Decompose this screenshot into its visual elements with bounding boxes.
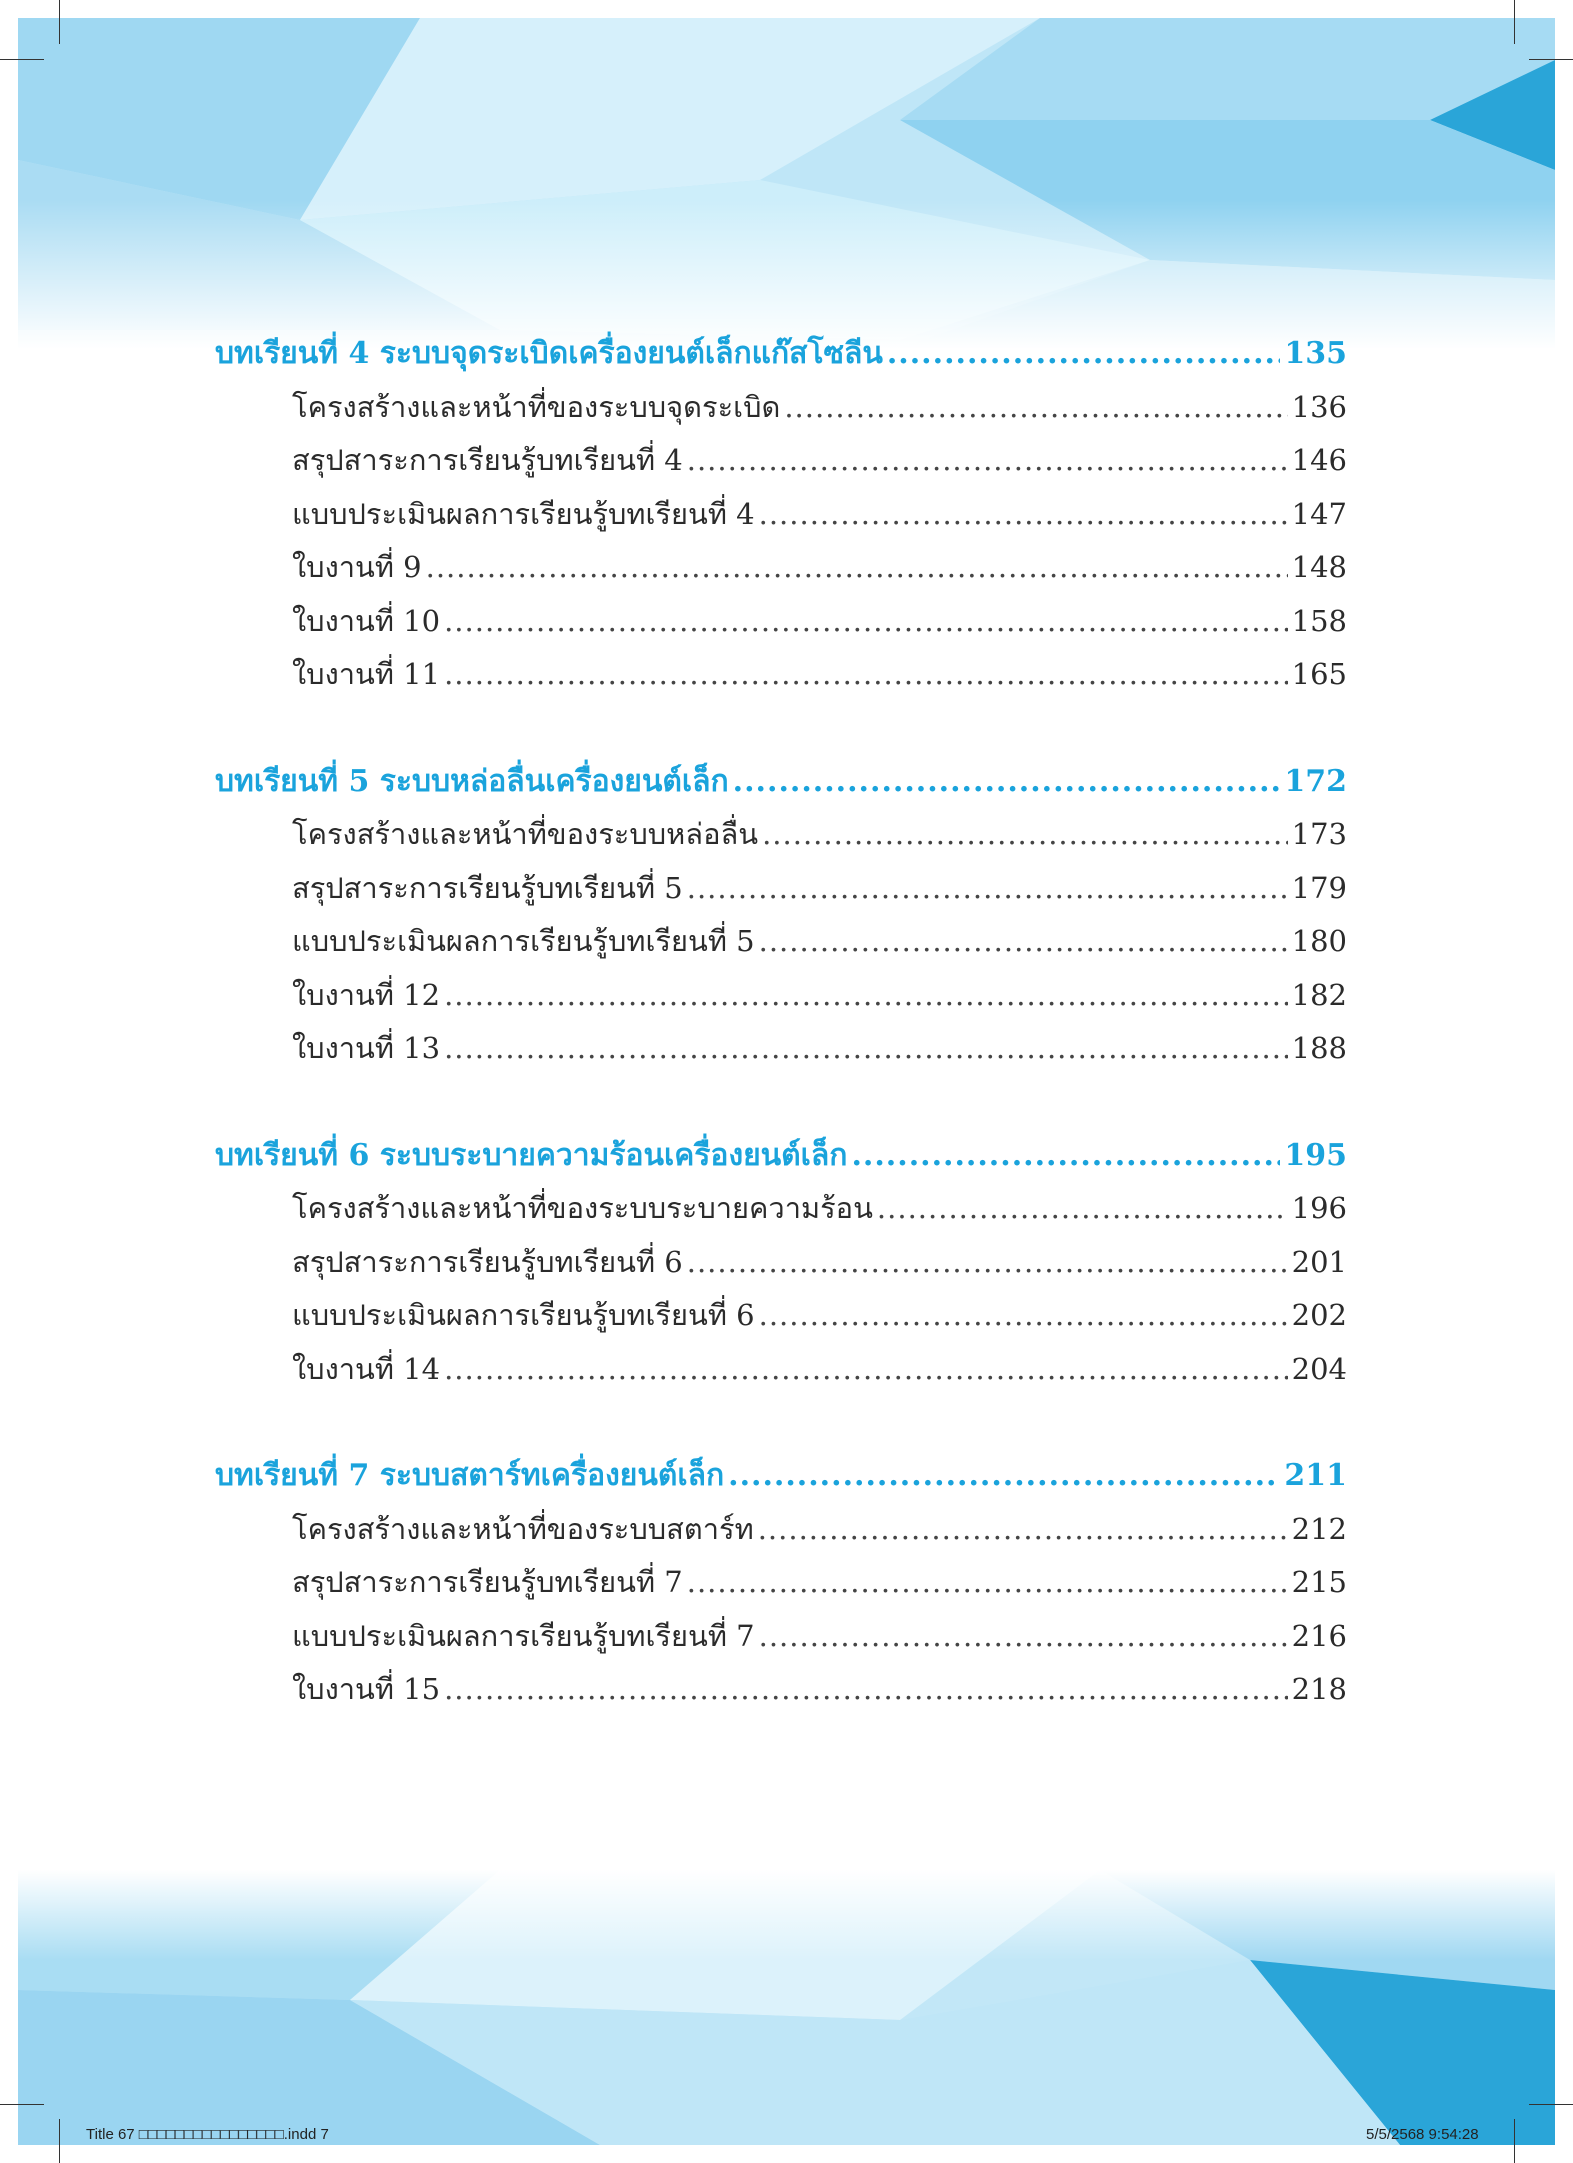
dot-leader bbox=[444, 1352, 1288, 1386]
dot-leader bbox=[758, 1512, 1288, 1546]
chapter-heading[interactable] bbox=[215, 330, 1347, 384]
entry-title: สรุปสาระการเรียนรู้บทเรียนที่ 5 bbox=[292, 870, 683, 905]
chapter-title: บทเรียนที่ 4 ระบบจุดระเบิดเครื่องยนต์เล็กแก๊สโซลีน bbox=[215, 336, 883, 371]
page-number: 182 bbox=[1291, 977, 1347, 1012]
entry-title: โครงสร้างและหน้าที่ของระบบจุดระเบิด bbox=[292, 389, 781, 424]
crop-mark bbox=[59, 2119, 60, 2163]
dot-leader bbox=[687, 1245, 1288, 1279]
page-number: 136 bbox=[1291, 389, 1347, 424]
dot-leader bbox=[759, 1619, 1288, 1653]
page-number: 158 bbox=[1291, 603, 1347, 638]
toc-section bbox=[215, 758, 1347, 1079]
entry-title: สรุปสาระการเรียนรู้บทเรียนที่ 4 bbox=[292, 443, 683, 477]
entry-title: ใบงานที่ 14 bbox=[292, 1351, 441, 1386]
dot-leader bbox=[687, 443, 1288, 477]
dot-leader bbox=[733, 764, 1281, 799]
chapter-title: บทเรียนที่ 7 ระบบสตาร์ทเครื่องยนต์เล็ก bbox=[215, 1458, 725, 1493]
page-number: 195 bbox=[1284, 1137, 1347, 1173]
chapter-heading[interactable] bbox=[215, 1132, 1347, 1186]
dot-leader bbox=[687, 871, 1288, 905]
entry-title: สรุปสาระการเรียนรู้บทเรียนที่ 6 bbox=[292, 1244, 683, 1279]
toc-entry[interactable] bbox=[215, 972, 1347, 1026]
dot-leader bbox=[444, 1672, 1288, 1706]
toc-entry[interactable] bbox=[215, 384, 1347, 438]
dot-leader bbox=[444, 978, 1288, 1012]
page-number: 172 bbox=[1284, 763, 1347, 799]
crop-mark bbox=[0, 59, 44, 60]
page-number: 147 bbox=[1291, 496, 1347, 531]
toc-entry[interactable] bbox=[215, 1666, 1347, 1720]
entry-title: โครงสร้างและหน้าที่ของระบบหล่อลื่น bbox=[292, 817, 759, 851]
toc-entry[interactable] bbox=[215, 598, 1347, 652]
entry-title: โครงสร้างและหน้าที่ของระบบสตาร์ท bbox=[292, 1511, 754, 1546]
toc-entry[interactable] bbox=[215, 1292, 1347, 1346]
dot-leader bbox=[887, 336, 1281, 371]
toc-entry[interactable] bbox=[215, 1346, 1347, 1400]
toc-entry[interactable] bbox=[215, 491, 1347, 545]
page-number: 202 bbox=[1291, 1298, 1347, 1332]
page-number: 146 bbox=[1291, 443, 1347, 477]
page-number: 218 bbox=[1291, 1672, 1347, 1706]
page-number: 196 bbox=[1291, 1191, 1347, 1225]
toc-section bbox=[215, 330, 1347, 705]
page-number: 180 bbox=[1291, 924, 1347, 958]
slug-file: Title 67 □□□□□□□□□□□□□□□□.indd 7 bbox=[86, 2126, 329, 2143]
entry-title: ใบงานที่ 12 bbox=[292, 977, 441, 1012]
toc-entry[interactable] bbox=[215, 437, 1347, 491]
toc-entry[interactable] bbox=[215, 651, 1347, 705]
toc-entry[interactable] bbox=[215, 1506, 1347, 1560]
toc-entry[interactable] bbox=[215, 1559, 1347, 1613]
toc-entry[interactable] bbox=[215, 1185, 1347, 1239]
table-of-contents bbox=[215, 330, 1347, 1773]
entry-title: ใบงานที่ 13 bbox=[292, 1031, 441, 1065]
page-number: 216 bbox=[1291, 1618, 1347, 1653]
toc-entry[interactable] bbox=[215, 544, 1347, 598]
page-number: 165 bbox=[1291, 657, 1347, 691]
page-number: 179 bbox=[1291, 870, 1347, 905]
chapter-heading[interactable] bbox=[215, 1452, 1347, 1506]
dot-leader bbox=[784, 390, 1287, 424]
page-number: 215 bbox=[1291, 1565, 1347, 1599]
toc-entry[interactable] bbox=[215, 918, 1347, 972]
crop-mark bbox=[0, 2104, 44, 2105]
dot-leader bbox=[762, 817, 1288, 851]
dot-leader bbox=[759, 497, 1288, 531]
entry-title: สรุปสาระการเรียนรู้บทเรียนที่ 7 bbox=[292, 1565, 683, 1599]
dot-leader bbox=[444, 604, 1288, 638]
dot-leader bbox=[426, 550, 1288, 584]
crop-mark bbox=[1529, 59, 1573, 60]
page-number: 211 bbox=[1284, 1458, 1347, 1493]
entry-title: แบบประเมินผลการเรียนรู้บทเรียนที่ 6 bbox=[292, 1298, 755, 1332]
entry-title: โครงสร้างและหน้าที่ของระบบระบายความร้อน bbox=[292, 1191, 873, 1225]
crop-mark bbox=[1514, 2119, 1515, 2163]
entry-title: แบบประเมินผลการเรียนรู้บทเรียนที่ 4 bbox=[292, 496, 755, 531]
slug-datetime: 5/5/2568 9:54:28 bbox=[1366, 2126, 1479, 2143]
dot-leader bbox=[877, 1191, 1288, 1225]
dot-leader bbox=[851, 1138, 1280, 1173]
dot-leader bbox=[444, 1031, 1288, 1065]
top-decor bbox=[18, 18, 1555, 350]
dot-leader bbox=[687, 1565, 1288, 1599]
crop-mark bbox=[1514, 0, 1515, 44]
dot-leader bbox=[759, 924, 1288, 958]
bottom-decor bbox=[18, 1870, 1555, 2145]
chapter-title: บทเรียนที่ 6 ระบบระบายความร้อนเครื่องยนต์เล็ก bbox=[215, 1137, 848, 1173]
page-number: 173 bbox=[1291, 817, 1347, 851]
dot-leader bbox=[759, 1298, 1288, 1332]
entry-title: ใบงานที่ 9 bbox=[292, 550, 422, 584]
page-number: 212 bbox=[1291, 1511, 1347, 1546]
toc-entry[interactable] bbox=[215, 1613, 1347, 1667]
toc-entry[interactable] bbox=[215, 1025, 1347, 1079]
toc-section bbox=[215, 1132, 1347, 1400]
entry-title: ใบงานที่ 11 bbox=[292, 657, 441, 691]
toc-entry[interactable] bbox=[215, 1239, 1347, 1293]
chapter-heading[interactable] bbox=[215, 758, 1347, 812]
page-number: 201 bbox=[1291, 1244, 1347, 1279]
entry-title: แบบประเมินผลการเรียนรู้บทเรียนที่ 5 bbox=[292, 924, 755, 958]
entry-title: แบบประเมินผลการเรียนรู้บทเรียนที่ 7 bbox=[292, 1618, 755, 1653]
dot-leader bbox=[728, 1458, 1280, 1493]
entry-title: ใบงานที่ 10 bbox=[292, 603, 441, 638]
page-number: 135 bbox=[1284, 336, 1347, 371]
chapter-title: บทเรียนที่ 5 ระบบหล่อลื่นเครื่องยนต์เล็ก bbox=[215, 763, 729, 799]
page-number: 188 bbox=[1291, 1031, 1347, 1065]
toc-section bbox=[215, 1452, 1347, 1720]
entry-title: ใบงานที่ 15 bbox=[292, 1672, 441, 1706]
dot-leader bbox=[444, 657, 1288, 691]
crop-mark bbox=[1529, 2104, 1573, 2105]
toc-entry[interactable] bbox=[215, 865, 1347, 919]
toc-entry[interactable] bbox=[215, 811, 1347, 865]
page-number: 148 bbox=[1291, 550, 1347, 584]
crop-mark bbox=[59, 0, 60, 44]
page-number: 204 bbox=[1291, 1351, 1347, 1386]
